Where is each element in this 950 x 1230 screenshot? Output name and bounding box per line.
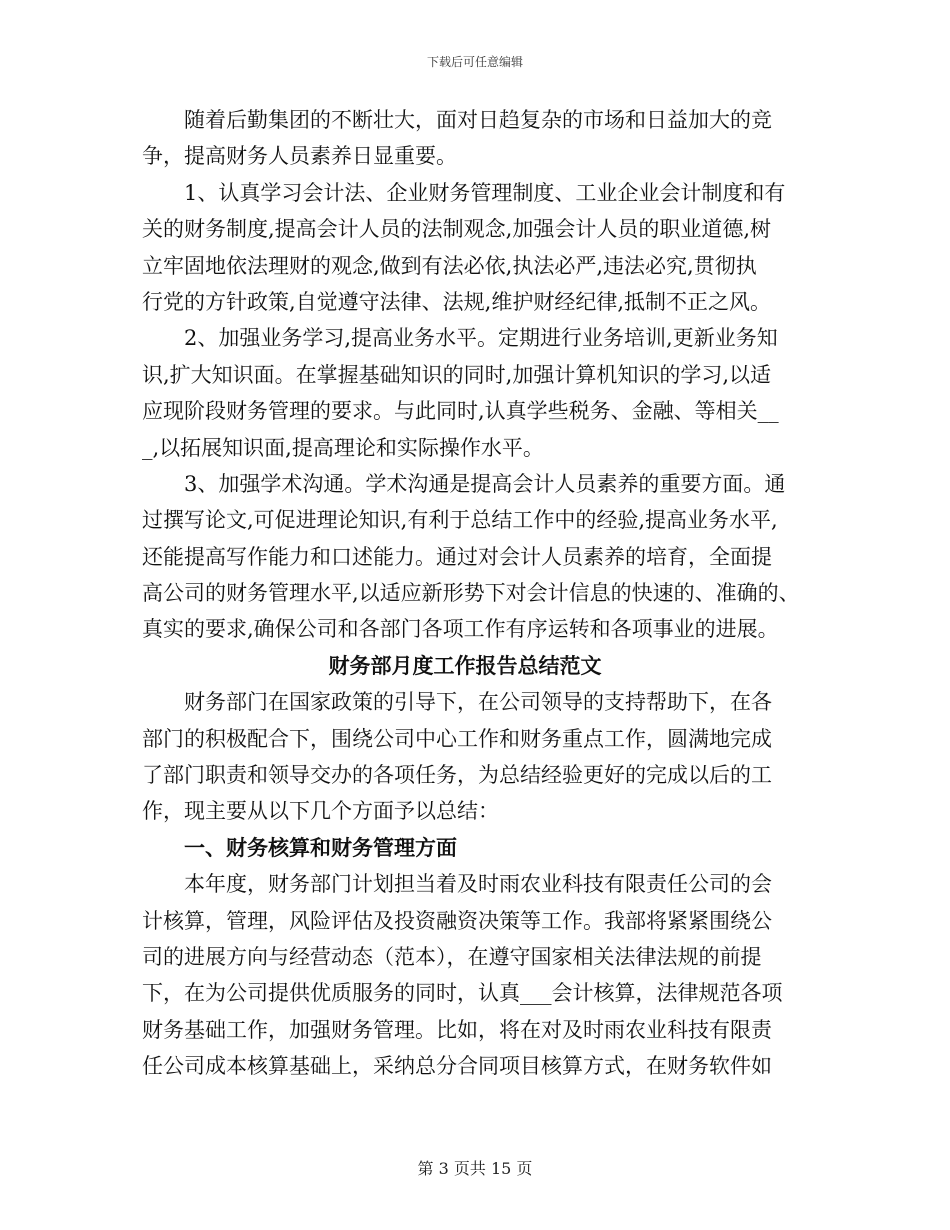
paragraph-line: _,以拓展知识面,提高理论和实际操作水平。 [142, 435, 544, 460]
paragraph-line: 识,扩大知识面。在掌握基础知识的同时,加强计算机知识的学习,以适 [142, 362, 772, 387]
paragraph-line: 本年度，财务部门计划担当着及时雨农业科技有限责任公司的会 [142, 872, 772, 897]
paragraph-line: 3、加强学术沟通。学术沟通是提高会计人员素养的重要方面。通 [142, 471, 786, 496]
section-title: 财务部月度工作报告总结范文 [328, 652, 602, 678]
paragraph-line: 争，提高财务人员素养日显重要。 [142, 144, 457, 169]
paragraph-line: 财务部门在国家政策的引导下，在公司领导的支持帮助下，在各 [142, 690, 772, 715]
paragraph-line: 2、加强业务学习,提高业务水平。定期进行业务培训,更新业务知 [142, 326, 778, 351]
paragraph-line: 随着后勤集团的不断壮大，面对日趋复杂的市场和日益加大的竞 [142, 108, 772, 132]
paragraph-line: 关的财务制度,提高会计人员的法制观念,加强会计人员的职业道德,树 [142, 217, 772, 242]
paragraph-line: 应现阶段财务管理的要求。与此同时,认真学些税务、金融、等相关__ [142, 399, 779, 424]
page-header-note: 下载后可任意编辑 [426, 55, 523, 69]
paragraph-line: 还能提高写作能力和口述能力。通过对会计人员素养的培育，全面提 [142, 544, 772, 569]
paragraph-line: 行党的方针政策,自觉遵守法律、法规,维护财经纪律,抵制不正之风。 [142, 289, 772, 314]
paragraph-line: 任公司成本核算基础上，采纳总分合同项目核算方式，在财务软件如 [142, 1054, 772, 1079]
paragraph-line: 部门的积极配合下，围绕公司中心工作和财务重点工作，圆满地完成 [142, 726, 772, 751]
paragraph-line: 高公司的财务管理水平,以适应新形势下对会计信息的快速的、准确的、 [142, 581, 800, 606]
paragraph-line: 财务基础工作，加强财务管理。比如，将在对及时雨农业科技有限责 [142, 1017, 772, 1042]
paragraph-line: 1、认真学习会计法、企业财务管理制度、工业企业会计制度和有 [142, 180, 786, 205]
paragraph-line: 作，现主要从以下几个方面予以总结： [142, 799, 499, 824]
paragraph-line: 司的进展方向与经营动态（范本），在遵守国家相关法律法规的前提 [142, 944, 762, 969]
paragraph-line: 立牢固地依法理财的观念,做到有法必依,执法必严,违法必究,贯彻执 [142, 253, 757, 278]
paragraph-line: 过撰写论文,可促进理论知识,有利于总结工作中的经验,提高业务水平, [142, 508, 778, 533]
subsection-heading: 一、财务核算和财务管理方面 [142, 834, 457, 860]
paragraph-line: 计核算，管理，风险评估及投资融资决策等工作。我部将紧紧围绕公 [142, 908, 772, 933]
paragraph-line: 下，在为公司提供优质服务的同时，认真___会计核算，法律规范各项 [142, 981, 783, 1006]
paragraph-line: 真实的要求,确保公司和各部门各项工作有序运转和各项事业的进展。 [142, 617, 779, 642]
document-body [142, 102, 806, 1085]
page-number: 第 3 页共 15 页 [417, 1159, 533, 1178]
paragraph-line: 了部门职责和领导交办的各项任务，为总结经验更好的完成以后的工 [142, 763, 772, 788]
